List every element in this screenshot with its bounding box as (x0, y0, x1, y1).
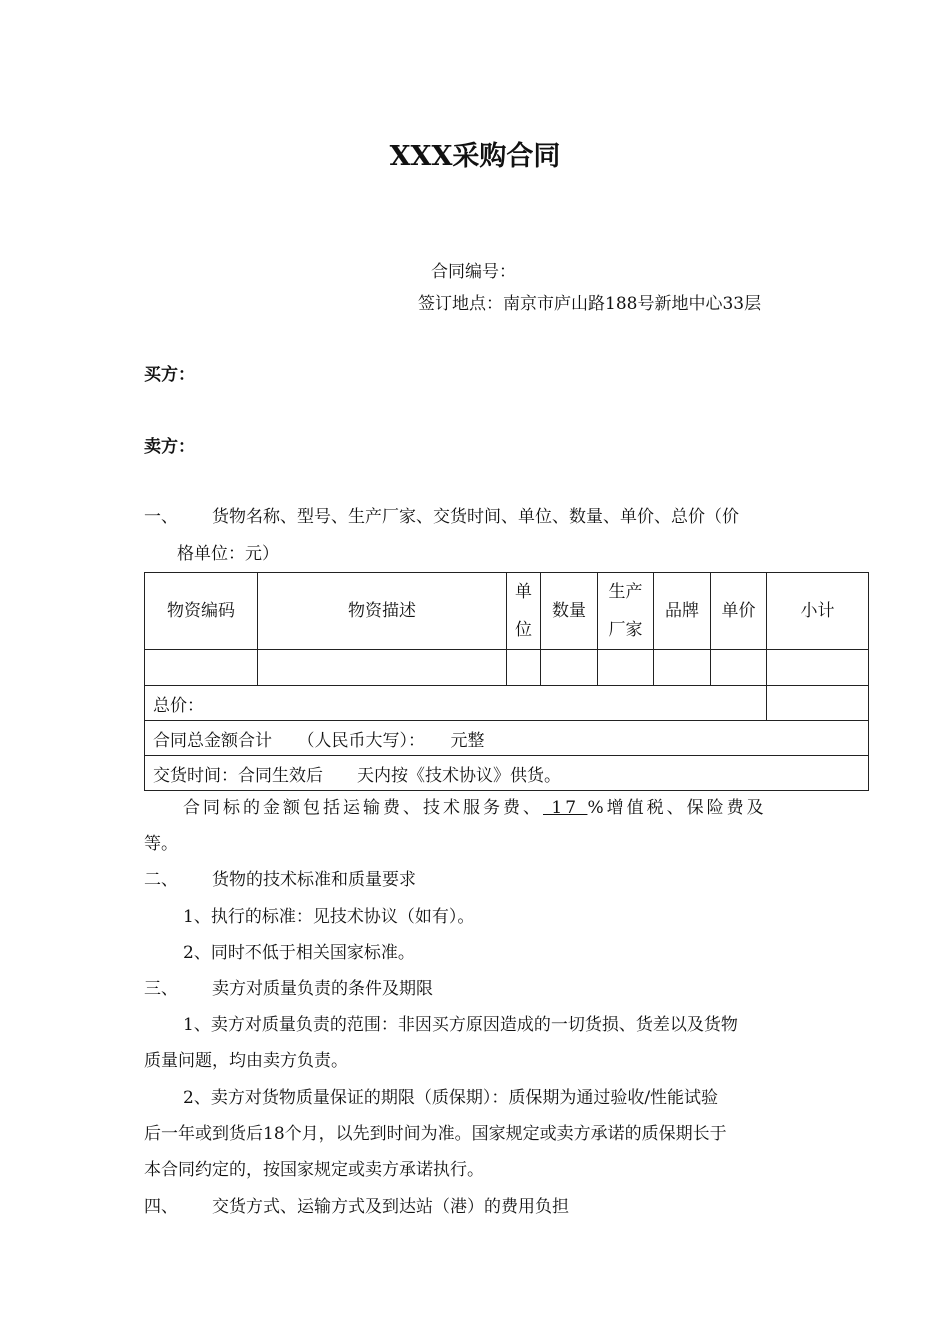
section3-heading: 卖方对质量负责的条件及期限 (212, 979, 433, 999)
table-header-row (145, 573, 869, 650)
header-material-description: 物资描述 (258, 573, 507, 650)
section1-heading-line2: 格单位：元） (177, 544, 279, 564)
table-cell[interactable] (541, 650, 598, 686)
section4-heading: 交货方式、运输方式及到达站（港）的费用负担 (212, 1197, 569, 1217)
section3-item2-line2: 后一年或到货后18个月，以先到时间为准。国家规定或卖方承诺的质保期长于 (144, 1124, 727, 1144)
delivery-row (145, 756, 869, 791)
price-note-line1 (183, 793, 767, 818)
section2-heading: 货物的技术标准和质量要求 (212, 870, 416, 890)
table-cell[interactable] (598, 650, 654, 686)
price-note-part1: 合同标的金额包括运输费、技术服务费、 (183, 798, 543, 818)
goods-table (144, 572, 869, 791)
section3-item1-line1: 1、卖方对质量负责的范围：非因买方原因造成的一切货损、货差以及货物 (183, 1015, 738, 1035)
header-material-code: 物资编码 (145, 573, 258, 650)
contract-number-label: 合同编号： (431, 262, 516, 282)
table-cell[interactable] (654, 650, 711, 686)
table-cell[interactable] (258, 650, 507, 686)
header-subtotal: 小计 (767, 573, 869, 650)
section2-item2: 2、同时不低于相关国家标准。 (183, 943, 415, 963)
page-title: XXX采购合同 (389, 141, 561, 172)
total-label: 总价： (145, 686, 767, 721)
table-cell[interactable] (711, 650, 767, 686)
table-row (145, 650, 869, 686)
header-unit-price: 单价 (711, 573, 767, 650)
price-note-line2: 等。 (144, 834, 178, 854)
table-cell[interactable] (767, 650, 869, 686)
header-manufacturer: 生产 厂家 (598, 573, 654, 650)
delivery-time-text: 交货时间：合同生效后 天内按《技术协议》供货。 (145, 756, 869, 791)
section1-number: 一、 (144, 507, 178, 527)
header-brand: 品牌 (654, 573, 711, 650)
buyer-label: 买方： (144, 365, 195, 385)
section3-item2-line3: 本合同约定的，按国家规定或卖方承诺执行。 (144, 1160, 484, 1180)
table-cell[interactable] (507, 650, 541, 686)
table-cell[interactable] (145, 650, 258, 686)
section4-number: 四、 (144, 1197, 178, 1217)
amount-row (145, 721, 869, 756)
total-row (145, 686, 869, 721)
vat-rate: 17 (543, 798, 588, 818)
header-unit: 单 位 (507, 573, 541, 650)
section1-heading-line1: 货物名称、型号、生产厂家、交货时间、单位、数量、单价、总价（价 (212, 507, 739, 527)
section2-number: 二、 (144, 870, 178, 890)
section2-item1: 1、执行的标准：见技术协议（如有）。 (183, 907, 475, 927)
total-value-cell[interactable] (767, 686, 869, 721)
price-note-part2: %增值税、保险费及 (587, 798, 767, 818)
seller-label: 卖方： (144, 437, 195, 457)
section3-item2-line1: 2、卖方对货物质量保证的期限（质保期）：质保期为通过验收/性能试验 (183, 1088, 719, 1108)
section3-number: 三、 (144, 979, 178, 999)
contract-amount-text: 合同总金额合计 （人民币大写）： 元整 (145, 721, 869, 756)
signing-place: 签订地点：南京市庐山路188号新地中心33层 (418, 294, 762, 314)
section3-item1-line2: 质量问题，均由卖方负责。 (144, 1051, 348, 1071)
header-quantity: 数量 (541, 573, 598, 650)
